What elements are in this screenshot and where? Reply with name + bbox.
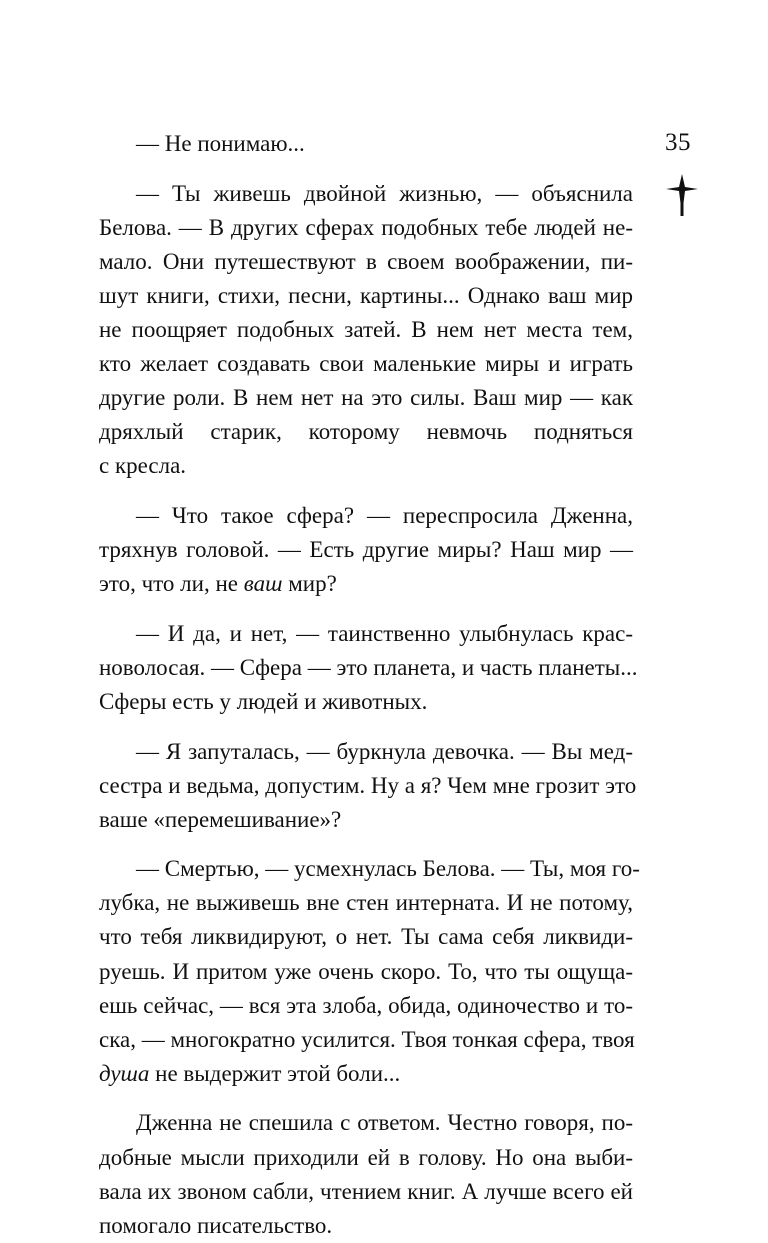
text-line: добные мысли приходили ей в голову. Но она выби- bbox=[99, 1144, 633, 1170]
emphasis-text: ваш bbox=[243, 571, 283, 597]
text-line: шут книги, стихи, песни, картины... Однако ваш мир bbox=[99, 282, 633, 308]
text-line: ваше «перемешивание»? bbox=[99, 806, 342, 832]
emphasis-text: душа bbox=[99, 1060, 150, 1086]
text-line: — Что такое сфера? — переспросила Дженна, bbox=[136, 502, 633, 528]
four-point-star-icon bbox=[663, 170, 701, 218]
text-line: — И да, и нет, — таинственно улыбнулась крас- bbox=[136, 620, 633, 646]
main-text bbox=[99, 127, 640, 1243]
text-line: помогало писательство. bbox=[99, 1212, 333, 1238]
text-line: — Ты живешь двойной жизнью, — объяснила bbox=[136, 180, 633, 206]
text-line: лубка, не выживешь вне стен интерната. И не потому, bbox=[99, 890, 633, 916]
text-line: дряхлый старик, которому невмочь подняться bbox=[99, 419, 633, 445]
text-line: Белова. — В других сферах подобных тебе людей не- bbox=[99, 214, 633, 240]
text-line: что тебя ликвидируют, о нет. Ты сама себя ликвиди- bbox=[99, 924, 633, 950]
text-line: сестра и ведьма, допустим. Ну а я? Чем мне грозит это bbox=[99, 772, 637, 798]
text-line: Сферы есть у людей и животных. bbox=[99, 688, 428, 714]
text-line: душа не выдержит этой боли... bbox=[99, 1060, 401, 1086]
text-line: ска, — многократно усилится. Твоя тонкая сфера, твоя bbox=[99, 1026, 635, 1052]
text-line: другие роли. В нем нет на это силы. Ваш мир — как bbox=[99, 385, 633, 411]
text-line: это, что ли, не ваш мир? bbox=[99, 571, 337, 597]
text-line: — Я запуталась, — буркнула девочка. — Вы мед- bbox=[136, 738, 633, 764]
text-line: Дженна не спешила с ответом. Честно говоря, по- bbox=[136, 1110, 633, 1136]
text-line: кто желает создавать свои маленькие миры и играть bbox=[99, 351, 633, 377]
text-line: вала их звоном сабли, чтением книг. А лучше всего ей bbox=[99, 1178, 633, 1204]
page-number: 35 bbox=[665, 129, 691, 156]
text-line: новолосая. — Сфера — это планета, и часть планеты... bbox=[99, 654, 638, 680]
text-line: — Смертью, — усмехнулась Белова. — Ты, моя го- bbox=[136, 856, 640, 882]
text-line: руешь. И притом уже очень скоро. То, что ты ощуща- bbox=[99, 958, 633, 984]
text-line: — Не понимаю... bbox=[136, 131, 305, 156]
text-line: не поощряет подобных затей. В нем нет места тем, bbox=[99, 316, 633, 342]
text-line: ешь сейчас, — вся эта злоба, обида, одиночество и то- bbox=[99, 992, 633, 1018]
text-line: мало. Они путешествуют в своем воображении, пи- bbox=[99, 248, 633, 274]
text-line: с кресла. bbox=[99, 453, 187, 479]
text-line: тряхнув головой. — Есть другие миры? Наш мир — bbox=[99, 537, 633, 563]
